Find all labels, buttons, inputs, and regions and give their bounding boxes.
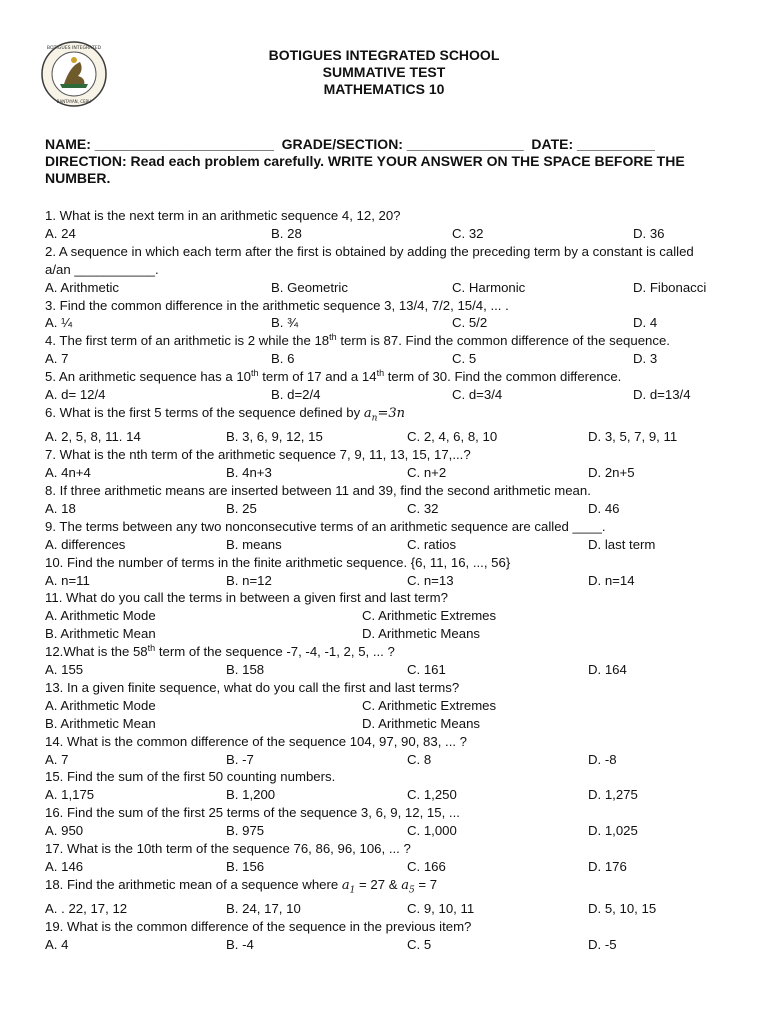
question-text: 8. If three arithmetic means are inserted between 11 and 39, find the second arithmetic mean. [45, 483, 591, 499]
answer-option: B. -7 [226, 751, 254, 767]
question-text: 10. Find the number of terms in the finite arithmetic sequence. {6, 11, 16, ..., 56} [45, 554, 511, 570]
answer-option: B. 3, 6, 9, 12, 15 [226, 429, 323, 445]
answer-option: C. 5 [407, 937, 432, 953]
answer-option: C. 1,000 [407, 823, 457, 839]
answer-option: B. d=2/4 [271, 387, 321, 402]
answer-option: D. 5, 10, 15 [588, 901, 657, 917]
math-expression: $a_1$ [341, 877, 356, 896]
answer-option: D. Arithmetic Means [362, 715, 480, 731]
answer-options-row [45, 900, 735, 918]
answer-option: D. 1,275 [588, 787, 638, 803]
question-text: 14. What is the common difference of the sequence 104, 97, 90, 83, ... ? [45, 733, 468, 749]
document-header [0, 47, 768, 98]
question-text-part: term of 17 and a 14 [258, 369, 377, 385]
answer-option: D. Fibonacci [633, 279, 707, 295]
answer-option: C. 8 [407, 751, 432, 767]
answer-option: B. 158 [226, 662, 265, 678]
answer-option: B. 975 [226, 823, 265, 839]
question-text-part: 18. Find the arithmetic mean of a sequence where [45, 876, 342, 892]
student-info [45, 136, 735, 187]
answer-option: C. 9, 10, 11 [407, 901, 475, 917]
answer-option: B. 4n+3 [226, 465, 272, 481]
question-text [45, 404, 735, 429]
answer-options-row [45, 536, 735, 554]
answer-option: C. n=13 [407, 572, 454, 588]
answer-option: D. 3 [633, 351, 658, 367]
question-text-part: term of 30. Find the common difference. [384, 369, 622, 385]
question-item [45, 643, 735, 679]
answer-option: A. 4n+4 [45, 465, 91, 481]
question-text-part: 5. An arithmetic sequence has a 10 [45, 369, 252, 385]
answer-option: B. 1,200 [226, 787, 276, 803]
question-item [45, 840, 735, 876]
question-text-part: term of the sequence -7, -4, -1, 2, 5, ... ? [155, 644, 395, 660]
answer-option: D. 164 [588, 662, 627, 678]
answer-option: A. 4 [45, 937, 69, 953]
answer-option: C. Arithmetic Extremes [362, 608, 497, 624]
answer-option: B. Arithmetic Mean [45, 715, 156, 731]
answer-option: A. 146 [45, 858, 84, 874]
question-item [45, 207, 735, 243]
answer-options-row [45, 464, 735, 482]
answer-option: C. 1,250 [407, 787, 457, 803]
answer-options-row [45, 822, 735, 840]
question-item [45, 733, 735, 769]
answer-option: D. last term [588, 536, 656, 552]
answer-option: A. 950 [45, 823, 84, 839]
answer-option: D. 36 [633, 225, 665, 241]
question-text: 11. What do you call the terms in between a given first and last term? [45, 590, 448, 606]
question-item [45, 768, 735, 804]
answer-option: B. Geometric [271, 279, 348, 295]
ordinal-suffix: th [329, 332, 337, 343]
answer-option: C. Arithmetic Extremes [362, 697, 497, 713]
answer-option: A. n=11 [45, 572, 90, 588]
answer-option: A. Arithmetic [45, 279, 120, 295]
question-item [45, 297, 735, 333]
answer-options-row [45, 715, 735, 733]
test-title: SUMMATIVE TEST [322, 64, 446, 80]
answer-option: A. 7 [45, 751, 69, 767]
answer-option: B. -4 [226, 937, 254, 953]
answer-options-row [45, 350, 735, 368]
question-item [45, 243, 735, 297]
answer-options-row [45, 572, 735, 590]
ordinal-suffix: th [251, 368, 259, 379]
question-text: 17. What is the 10th term of the sequence 76, 86, 96, 106, ... ? [45, 841, 411, 857]
question-item [45, 518, 735, 554]
answer-option: C. 2, 4, 6, 8, 10 [407, 429, 498, 445]
answer-option: A. 18 [45, 500, 76, 516]
answer-options-row [45, 314, 735, 332]
answer-option: C. 161 [407, 662, 446, 678]
answer-options-row [45, 386, 735, 404]
answer-option: A. d= 12/4 [45, 387, 106, 402]
question-item [45, 804, 735, 840]
question-text: 7. What is the nth term of the arithmetic sequence 7, 9, 11, 13, 15, 17,...? [45, 447, 471, 463]
question-text [45, 876, 735, 901]
question-text-part: 4. The first term of an arithmetic is 2 while the 18 [45, 333, 330, 349]
answer-option: B. 156 [226, 858, 265, 874]
answer-option: D. 1,025 [588, 823, 638, 839]
subject-title: MATHEMATICS 10 [323, 81, 445, 97]
answer-option: B. 25 [226, 500, 257, 516]
question-text [45, 368, 735, 386]
answer-option: D. 2n+5 [588, 465, 635, 481]
answer-option: A. 7 [45, 351, 69, 367]
question-text: 3. Find the common difference in the arithmetic sequence 3, 13/4, 7/2, 15/4, ... . [45, 297, 509, 313]
question-text-part: = 7 [414, 876, 438, 892]
answer-option: A. 155 [45, 662, 84, 678]
question-text [45, 332, 695, 350]
answer-options-row [45, 225, 735, 243]
answer-option: C. n+2 [407, 465, 447, 481]
answer-options-row [45, 500, 735, 518]
answer-option: A. ¼ [45, 315, 73, 331]
question-text [45, 643, 735, 661]
question-text: 13. In a given finite sequence, what do you call the first and last terms? [45, 679, 460, 695]
answer-option: D. Arithmetic Means [362, 626, 480, 642]
question-item [45, 368, 735, 404]
svg-text:BANTAYAN, CEBU: BANTAYAN, CEBU [56, 99, 92, 104]
ordinal-suffix: th [147, 643, 156, 654]
question-text: 15. Find the sum of the first 50 counting numbers. [45, 769, 336, 785]
question-item [45, 876, 735, 918]
answer-option: C. 5/2 [452, 315, 488, 331]
answer-option: A. Arithmetic Mode [45, 697, 156, 713]
answer-options-row [45, 697, 735, 715]
answer-options-row [45, 786, 735, 804]
question-text: 16. Find the sum of the first 25 terms of the sequence 3, 6, 9, 12, 15, ... [45, 805, 460, 821]
question-text: 2. A sequence in which each term after the first is obtained by adding the preceding term by a constant is called a/an ___________. [45, 243, 694, 277]
answer-option: D. d=13/4 [633, 387, 691, 402]
answer-option: A. 1,175 [45, 787, 95, 803]
question-item [45, 446, 735, 482]
answer-options-row [45, 858, 735, 876]
question-item [45, 589, 735, 643]
question-text: 19. What is the common difference of the sequence in the previous item? [45, 919, 472, 935]
answer-option: D. -8 [588, 751, 617, 767]
name-grade-date-line: NAME: _______________________ GRADE/SECTION: _______________ DATE: __________ [45, 136, 655, 152]
question-text-part: = 27 & [355, 876, 402, 892]
answer-option: D. 3, 5, 7, 9, 11 [588, 429, 678, 445]
svg-text:BOTIGUES INTEGRATED: BOTIGUES INTEGRATED [46, 46, 102, 51]
ordinal-suffix: th [376, 368, 385, 379]
question-item [45, 679, 735, 733]
answer-option: A. differences [45, 536, 126, 552]
answer-option: B. 6 [271, 351, 295, 367]
answer-option: D. 176 [588, 858, 627, 874]
math-expression: $a_n=3n$ [363, 405, 405, 424]
answer-option: D. 4 [633, 315, 658, 331]
answer-option: A. Arithmetic Mode [45, 608, 156, 624]
answer-option: A. 24 [45, 225, 76, 241]
question-text-part: term is 87. Find the common difference of the sequence. [336, 333, 670, 349]
question-text-part: 6. What is the first 5 terms of the sequence defined by [45, 404, 364, 420]
school-name: BOTIGUES INTEGRATED SCHOOL [268, 47, 500, 63]
answer-options-row [45, 428, 735, 446]
question-item [45, 404, 735, 446]
question-text: 9. The terms between any two nonconsecutive terms of an arithmetic sequence are called ____. [45, 518, 606, 534]
answer-options-row [45, 751, 735, 769]
question-list [45, 207, 735, 954]
question-item [45, 332, 735, 368]
answer-options-row [45, 279, 735, 297]
answer-options-row [45, 936, 735, 954]
directions: DIRECTION: Read each problem carefully. WRITE YOUR ANSWER ON THE SPACE BEFORE THE NUMBER. [45, 153, 685, 186]
question-item [45, 918, 735, 954]
math-expression: $a_5$ [401, 877, 415, 896]
answer-option: C. 32 [407, 500, 439, 516]
question-text-part: 12.What is the 58 [45, 644, 148, 660]
answer-option: B. Arithmetic Mean [45, 626, 156, 642]
answer-option: C. 32 [452, 225, 484, 241]
answer-option: B. ¾ [271, 315, 299, 331]
answer-option: C. d=3/4 [452, 387, 503, 402]
answer-option: A. 2, 5, 8, 11. 14 [45, 429, 141, 445]
answer-option: C. 5 [452, 351, 477, 367]
answer-options-row [45, 625, 735, 643]
question-item [45, 554, 735, 590]
answer-option: B. n=12 [226, 572, 272, 588]
answer-option: B. 28 [271, 225, 302, 241]
answer-option: D. n=14 [588, 572, 635, 588]
answer-options-row [45, 607, 735, 625]
answer-option: D. 46 [588, 500, 620, 516]
answer-option: D. -5 [588, 937, 617, 953]
answer-option: C. 166 [407, 858, 446, 874]
question-item [45, 482, 735, 518]
answer-options-row [45, 661, 735, 679]
answer-option: C. ratios [407, 536, 457, 552]
answer-option: A. . 22, 17, 12 [45, 901, 128, 917]
answer-option: B. means [226, 536, 282, 552]
answer-option: C. Harmonic [452, 279, 526, 295]
question-text: 1. What is the next term in an arithmetic sequence 4, 12, 20? [45, 208, 401, 223]
answer-option: B. 24, 17, 10 [226, 901, 301, 917]
